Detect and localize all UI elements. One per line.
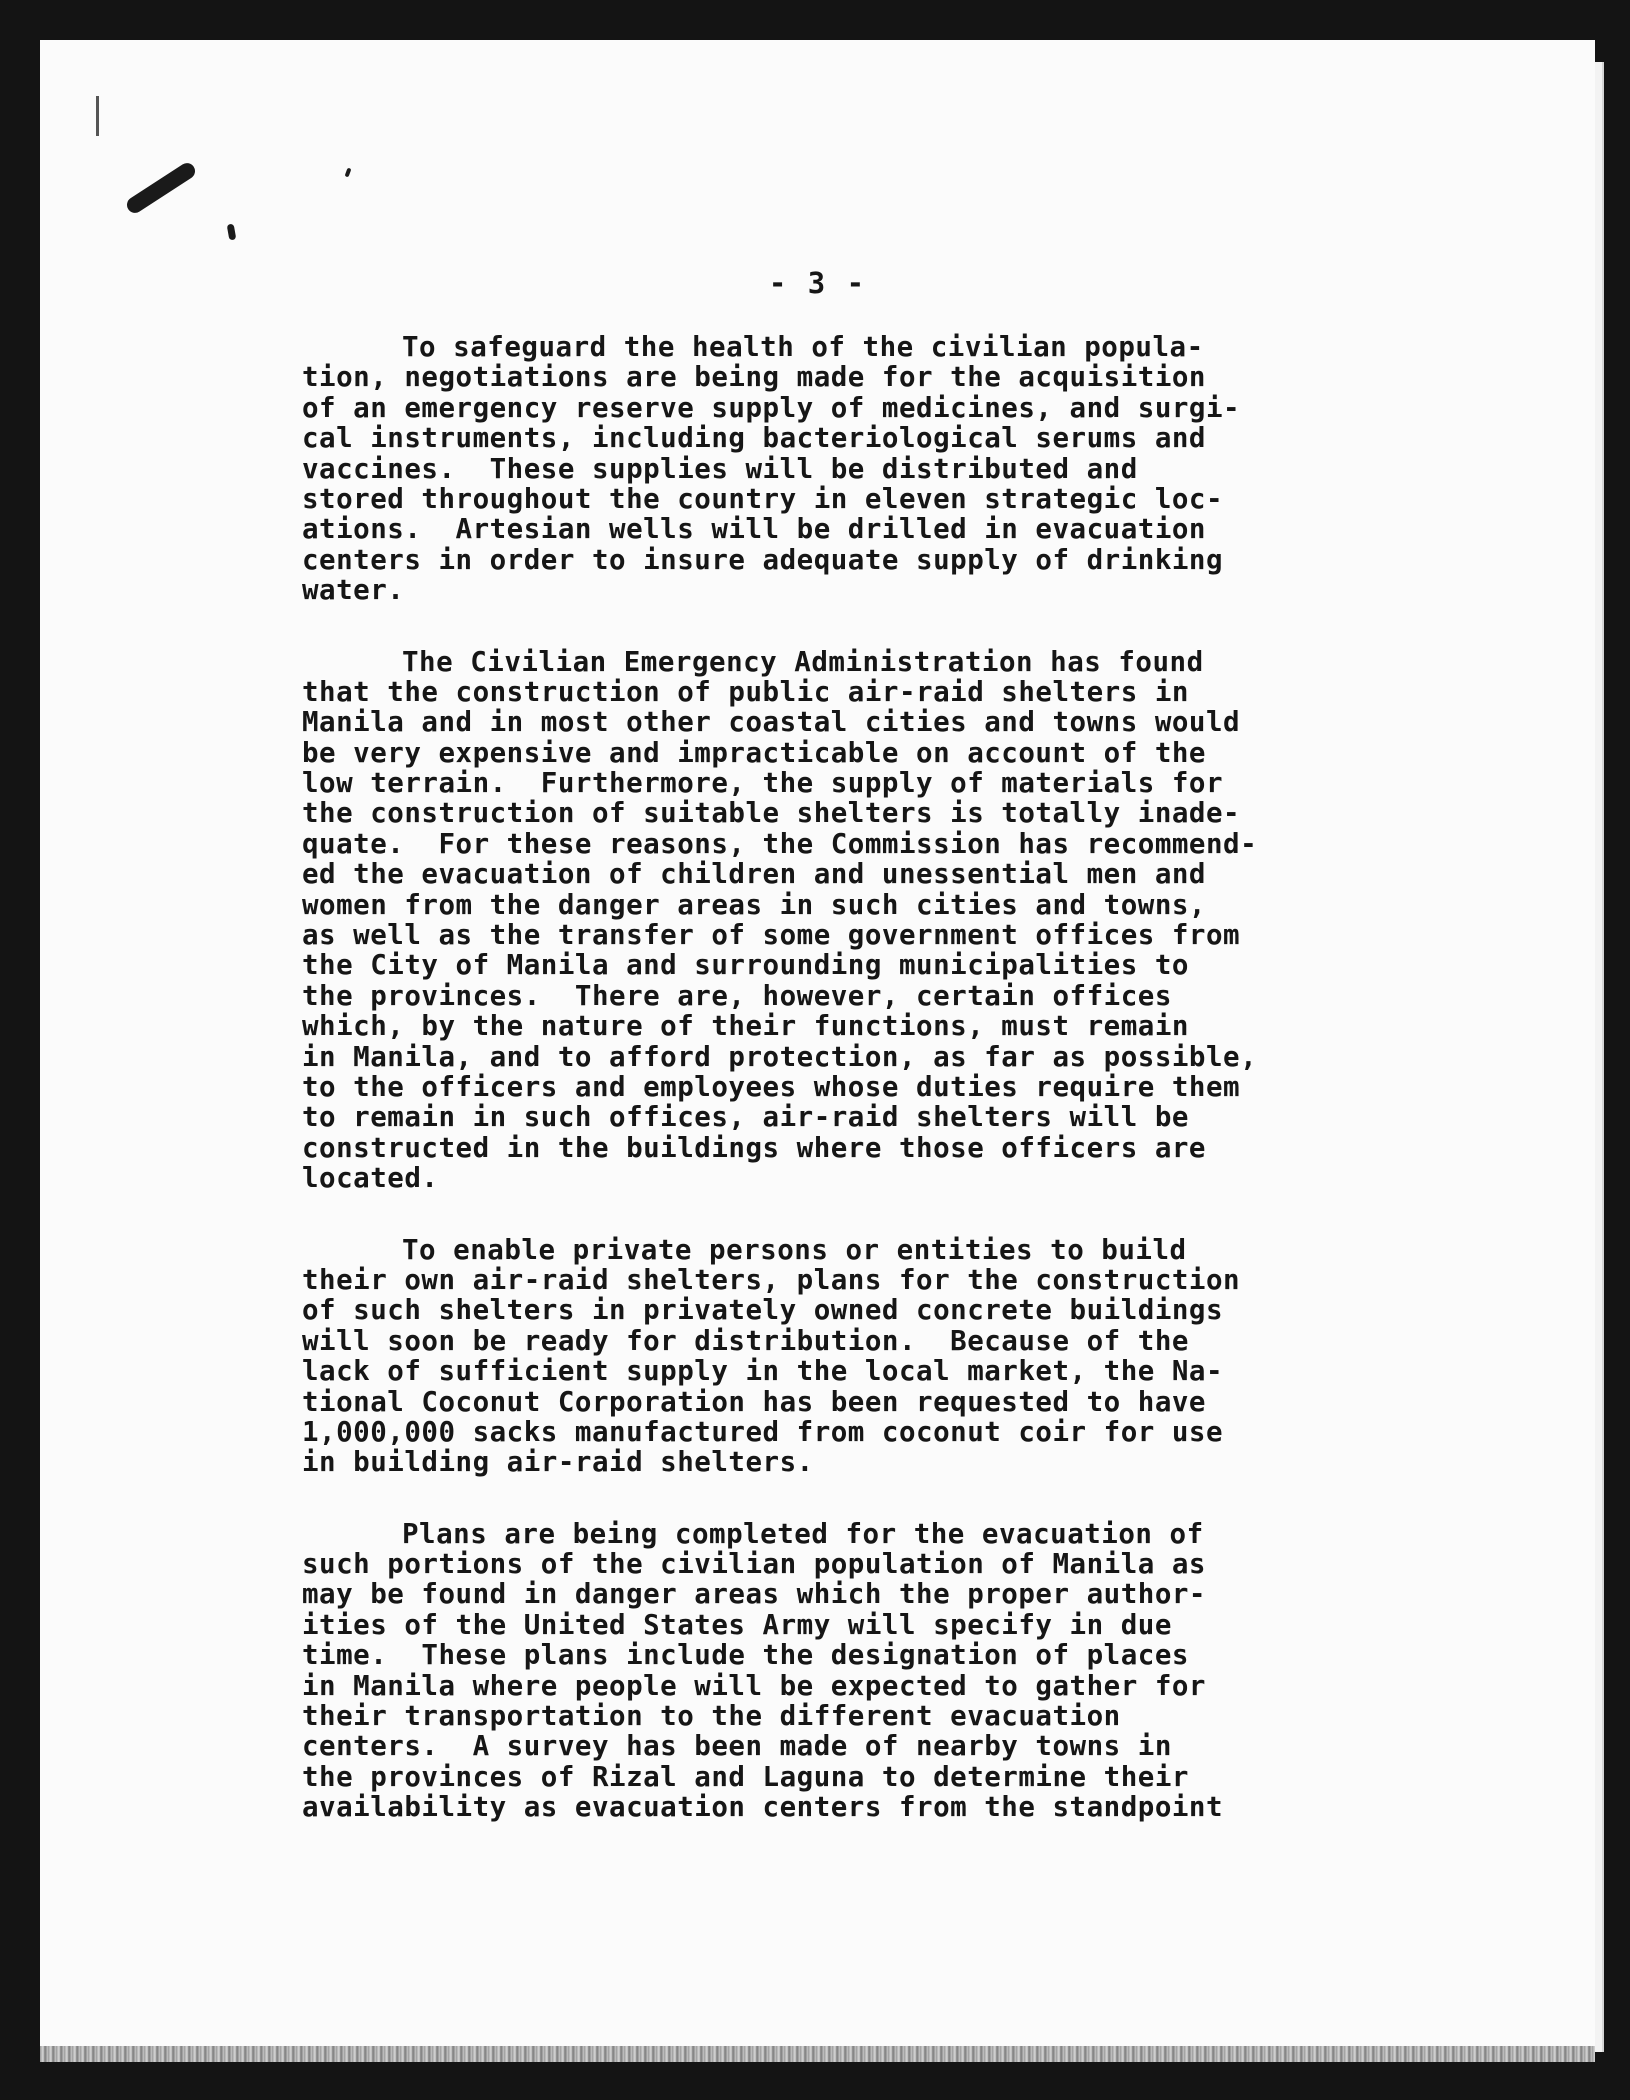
paragraph-evacuation-plans <box>302 1519 1257 1823</box>
text-line: will soon be ready for distribution. Because of the <box>302 1324 1189 1357</box>
text-line: of an emergency reserve supply of medicines, and surgi- <box>302 391 1241 424</box>
text-line: in Manila, and to afford protection, as far as possible, <box>302 1040 1258 1073</box>
text-line: their own air-raid shelters, plans for the construction <box>302 1263 1241 1296</box>
edge-mark <box>96 96 99 136</box>
text-line: Manila and in most other coastal cities and towns would <box>302 706 1241 739</box>
text-line: be very expensive and impracticable on account of the <box>302 736 1206 769</box>
text-line: stored throughout the country in eleven strategic loc- <box>302 482 1224 515</box>
text-line: The Civilian Emergency Administration has found <box>402 645 1204 678</box>
text-line: which, by the nature of their functions, must remain <box>302 1010 1189 1043</box>
text-line: vaccines. These supplies will be distributed and <box>302 452 1138 485</box>
text-line: to remain in such offices, air-raid shelters will be <box>302 1101 1189 1134</box>
text-line: tion, negotiations are being made for the acquisition <box>302 361 1206 394</box>
text-line: constructed in the buildings where those officers are <box>302 1131 1206 1164</box>
text-line: may be found in danger areas which the proper author- <box>302 1578 1206 1611</box>
text-line: lack of sufficient supply in the local market, the Na- <box>302 1355 1224 1388</box>
text-line: the City of Manila and surrounding municipalities to <box>302 949 1189 982</box>
ink-smudge <box>345 168 352 178</box>
paragraph-private-shelters <box>302 1235 1257 1478</box>
paragraph-air-raid-shelters <box>302 647 1257 1194</box>
text-line: centers. A survey has been made of nearby towns in <box>302 1730 1172 1763</box>
text-line: women from the danger areas in such cities and towns, <box>302 888 1206 921</box>
text-line: low terrain. Furthermore, the supply of materials for <box>302 767 1224 800</box>
text-line: availability as evacuation centers from the standpoint <box>302 1791 1224 1824</box>
text-line: 1,000,000 sacks manufactured from coconut coir for use <box>302 1415 1224 1448</box>
text-line: ed the evacuation of children and unessential men and <box>302 858 1206 891</box>
text-line: ities of the United States Army will specify in due <box>302 1608 1172 1641</box>
page-bottom-edge <box>40 2046 1595 2062</box>
text-line: as well as the transfer of some government offices from <box>302 919 1241 952</box>
text-line: To enable private persons or entities to build <box>402 1233 1187 1266</box>
text-line: in building air-raid shelters. <box>302 1446 814 1479</box>
text-line: tional Coconut Corporation has been requested to have <box>302 1385 1206 1418</box>
text-line: the provinces of Rizal and Laguna to determine their <box>302 1760 1189 1793</box>
text-line: water. <box>302 574 405 607</box>
text-line: ations. Artesian wells will be drilled in evacuation <box>302 513 1206 546</box>
text-line: the construction of suitable shelters is totally inade- <box>302 797 1241 830</box>
document-page <box>40 40 1595 2058</box>
text-line: in Manila where people will be expected to gather for <box>302 1669 1206 1702</box>
text-line: the provinces. There are, however, certain offices <box>302 979 1172 1012</box>
text-line: cal instruments, including bacteriological serums and <box>302 422 1206 455</box>
text-line: quate. For these reasons, the Commission has recommend- <box>302 827 1258 860</box>
text-line: To safeguard the health of the civilian popula- <box>402 331 1204 363</box>
text-line: located. <box>302 1162 439 1195</box>
page-number: - 3 - <box>768 266 867 300</box>
text-line: Plans are being completed for the evacuation of <box>402 1517 1204 1550</box>
text-line: that the construction of public air-raid shelters in <box>302 675 1189 708</box>
text-line: such portions of the civilian population of Manila as <box>302 1548 1206 1581</box>
text-line: to the officers and employees whose duties require them <box>302 1070 1241 1103</box>
text-line: their transportation to the different evacuation <box>302 1700 1121 1733</box>
document-body <box>302 332 1257 1864</box>
text-line: centers in order to insure adequate supply of drinking <box>302 543 1224 576</box>
paragraph-health <box>302 332 1257 606</box>
ink-smudge <box>227 224 237 241</box>
text-line: time. These plans include the designation of places <box>302 1639 1189 1672</box>
text-line: of such shelters in privately owned concrete buildings <box>302 1294 1224 1327</box>
ink-smudge <box>124 160 198 216</box>
